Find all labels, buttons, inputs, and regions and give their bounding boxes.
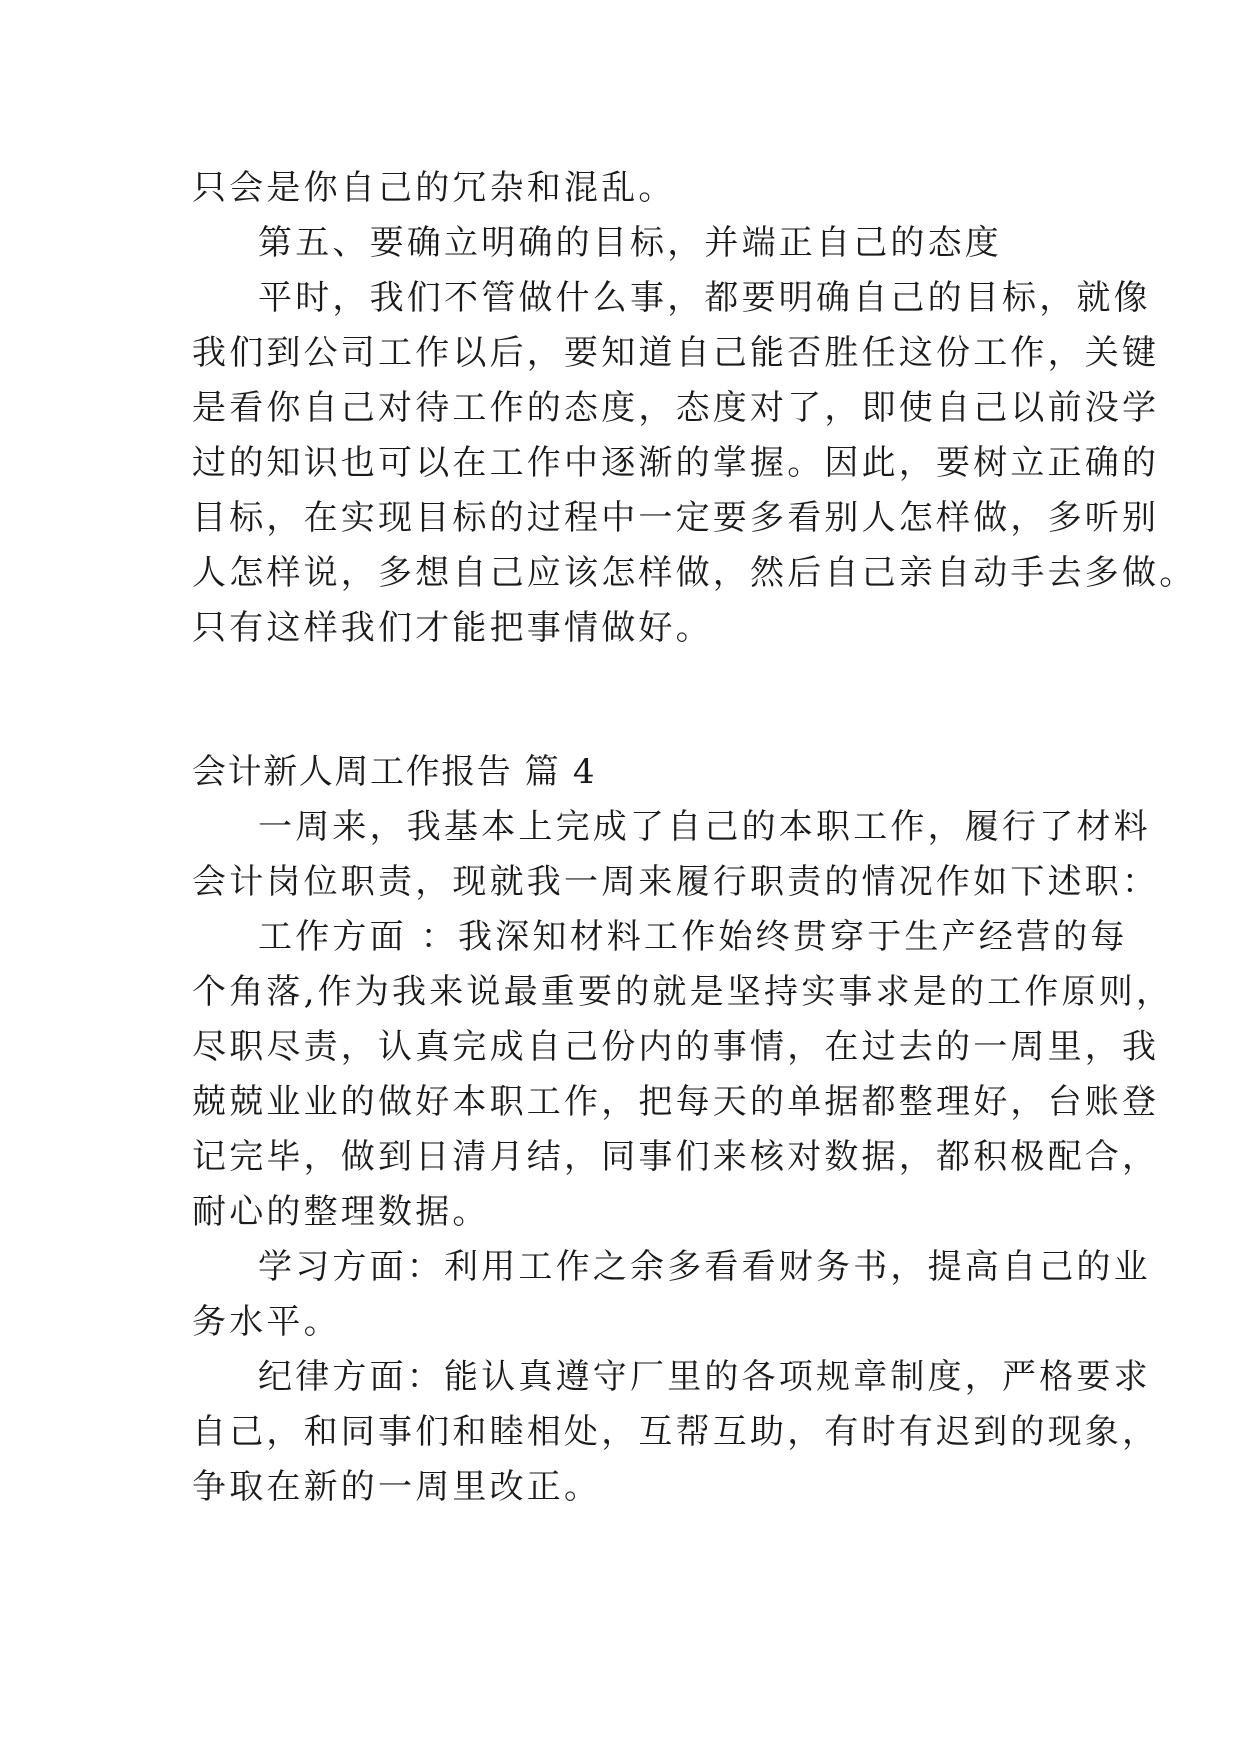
body-text-line: 目标，在实现目标的过程中一定要多看别人怎样做，多听别 xyxy=(192,498,1160,538)
body-text-line: 只有这样我们才能把事情做好。 xyxy=(192,608,713,648)
body-text-line: 我们到公司工作以后，要知道自己能否胜任这份工作，关键 xyxy=(192,333,1160,373)
body-text-line: 记完毕，做到日清月结，同事们来核对数据，都积极配合， xyxy=(192,1137,1160,1177)
body-text-line: 纪律方面：能认真遵守厂里的各项规章制度，严格要求 xyxy=(258,1357,1151,1397)
body-text-line: 自己，和同事们和睦相处，互帮互助，有时有迟到的现象， xyxy=(192,1412,1160,1452)
body-text-line: 过的知识也可以在工作中逐渐的掌握。因此，要树立正确的 xyxy=(192,443,1160,483)
body-text-line: 务水平。 xyxy=(192,1302,341,1342)
report-title: 会计新人周工作报告 篇 4 xyxy=(192,752,597,792)
body-text-line: 会计岗位职责，现就我一周来履行职责的情况作如下述职： xyxy=(192,862,1160,902)
body-text-line: 尽职尽责，认真完成自己份内的事情，在过去的一周里，我 xyxy=(192,1027,1160,1067)
body-text-line: 平时，我们不管做什么事，都要明确自己的目标，就像 xyxy=(258,278,1151,318)
body-text-line: 兢兢业业的做好本职工作，把每天的单据都整理好，台账登 xyxy=(192,1082,1160,1122)
body-text-line: 工作方面 ：我深知材料工作始终贯穿于生产经营的每 xyxy=(258,917,1128,957)
body-text-line: 耐心的整理数据。 xyxy=(192,1192,490,1232)
body-text-line: 一周来，我基本上完成了自己的本职工作，履行了材料 xyxy=(258,807,1151,847)
section-heading: 第五、要确立明确的目标，并端正自己的态度 xyxy=(258,223,1002,263)
body-text-line: 人怎样说，多想自己应该怎样做，然后自己亲自动手去多做。 xyxy=(192,553,1197,593)
body-text-line: 学习方面：利用工作之余多看看财务书，提高自己的业 xyxy=(258,1247,1151,1287)
body-text-line: 只会是你自己的冗杂和混乱。 xyxy=(192,168,676,208)
body-text-line: 争取在新的一周里改正。 xyxy=(192,1467,602,1507)
body-text-line: 个角落,作为我来说最重要的就是坚持实事求是的工作原则， xyxy=(192,972,1174,1012)
body-text-line: 是看你自己对待工作的态度，态度对了，即使自己以前没学 xyxy=(192,388,1160,428)
